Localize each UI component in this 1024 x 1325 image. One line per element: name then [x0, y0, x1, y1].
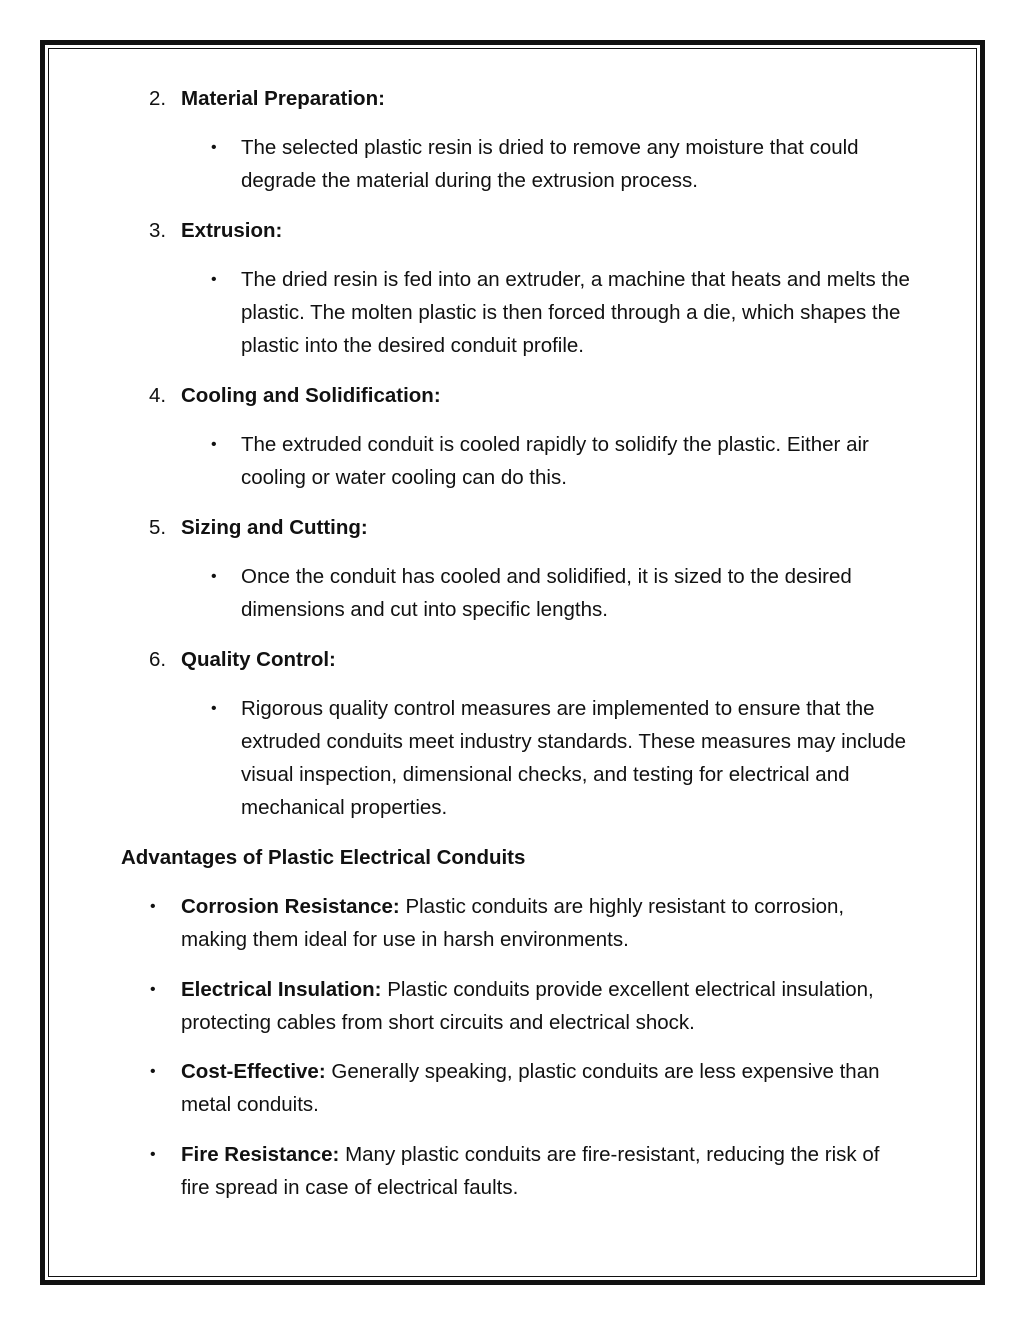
- advantage-term: Electrical Insulation:: [181, 978, 382, 1001]
- step-title: Quality Control:: [181, 648, 336, 671]
- advantage-description: Many plastic conduits are fire-resistant, reducing the risk of fire spread in case of electrical faults.: [181, 1143, 880, 1199]
- step-title: Cooling and Solidification:: [181, 384, 441, 407]
- step-number: 4.: [149, 384, 167, 407]
- bullet-icon: •: [150, 898, 156, 915]
- advantage-term: Cost-Effective:: [181, 1060, 326, 1083]
- bullet-icon: •: [150, 1063, 156, 1080]
- advantage-description: Generally speaking, plastic conduits are less expensive than metal conduits.: [181, 1060, 880, 1116]
- advantage-term: Corrosion Resistance:: [181, 895, 400, 918]
- step-number: 2.: [149, 87, 167, 110]
- step-number: 5.: [149, 516, 167, 539]
- step-number: 3.: [149, 219, 167, 242]
- step-detail: The dried resin is fed into an extruder, a machine that heats and melts the plastic. The molten plastic is then forced through a die, which shapes the plastic into the desired conduit profile.: [241, 268, 910, 357]
- bullet-icon: •: [211, 436, 217, 453]
- step-detail: The extruded conduit is cooled rapidly to solidify the plastic. Either air cooling or water cooling can do this.: [241, 433, 869, 489]
- step-detail: Once the conduit has cooled and solidified, it is sized to the desired dimensions and cut into specific lengths.: [241, 565, 852, 621]
- advantage-description: Plastic conduits are highly resistant to corrosion, making them ideal for use in harsh environments.: [181, 895, 845, 951]
- advantage-item: [181, 1138, 911, 1204]
- bullet-icon: •: [211, 139, 217, 156]
- advantage-term: Fire Resistance:: [181, 1143, 340, 1166]
- bullet-icon: •: [211, 568, 217, 585]
- advantage-item: [181, 890, 911, 956]
- bullet-icon: •: [211, 700, 217, 717]
- step-detail: Rigorous quality control measures are implemented to ensure that the extruded conduits meet industry standards. These measures may include visual inspection, dimensional checks, and testing for electrical and mechanical properties.: [241, 697, 907, 819]
- bullet-icon: •: [150, 981, 156, 998]
- section-heading: Advantages of Plastic Electrical Conduits: [121, 846, 526, 869]
- step-number: 6.: [149, 648, 167, 671]
- step-title: Extrusion:: [181, 219, 283, 242]
- advantage-item: [181, 973, 911, 1039]
- step-title: Sizing and Cutting:: [181, 516, 368, 539]
- bullet-icon: •: [150, 1146, 156, 1163]
- advantage-description: Plastic conduits provide excellent electrical insulation, protecting cables from short circuits and electrical shock.: [181, 978, 874, 1034]
- bullet-icon: •: [211, 271, 217, 288]
- step-detail: The selected plastic resin is dried to remove any moisture that could degrade the material during the extrusion process.: [241, 136, 859, 192]
- advantage-item: [181, 1055, 911, 1121]
- step-title: Material Preparation:: [181, 87, 385, 110]
